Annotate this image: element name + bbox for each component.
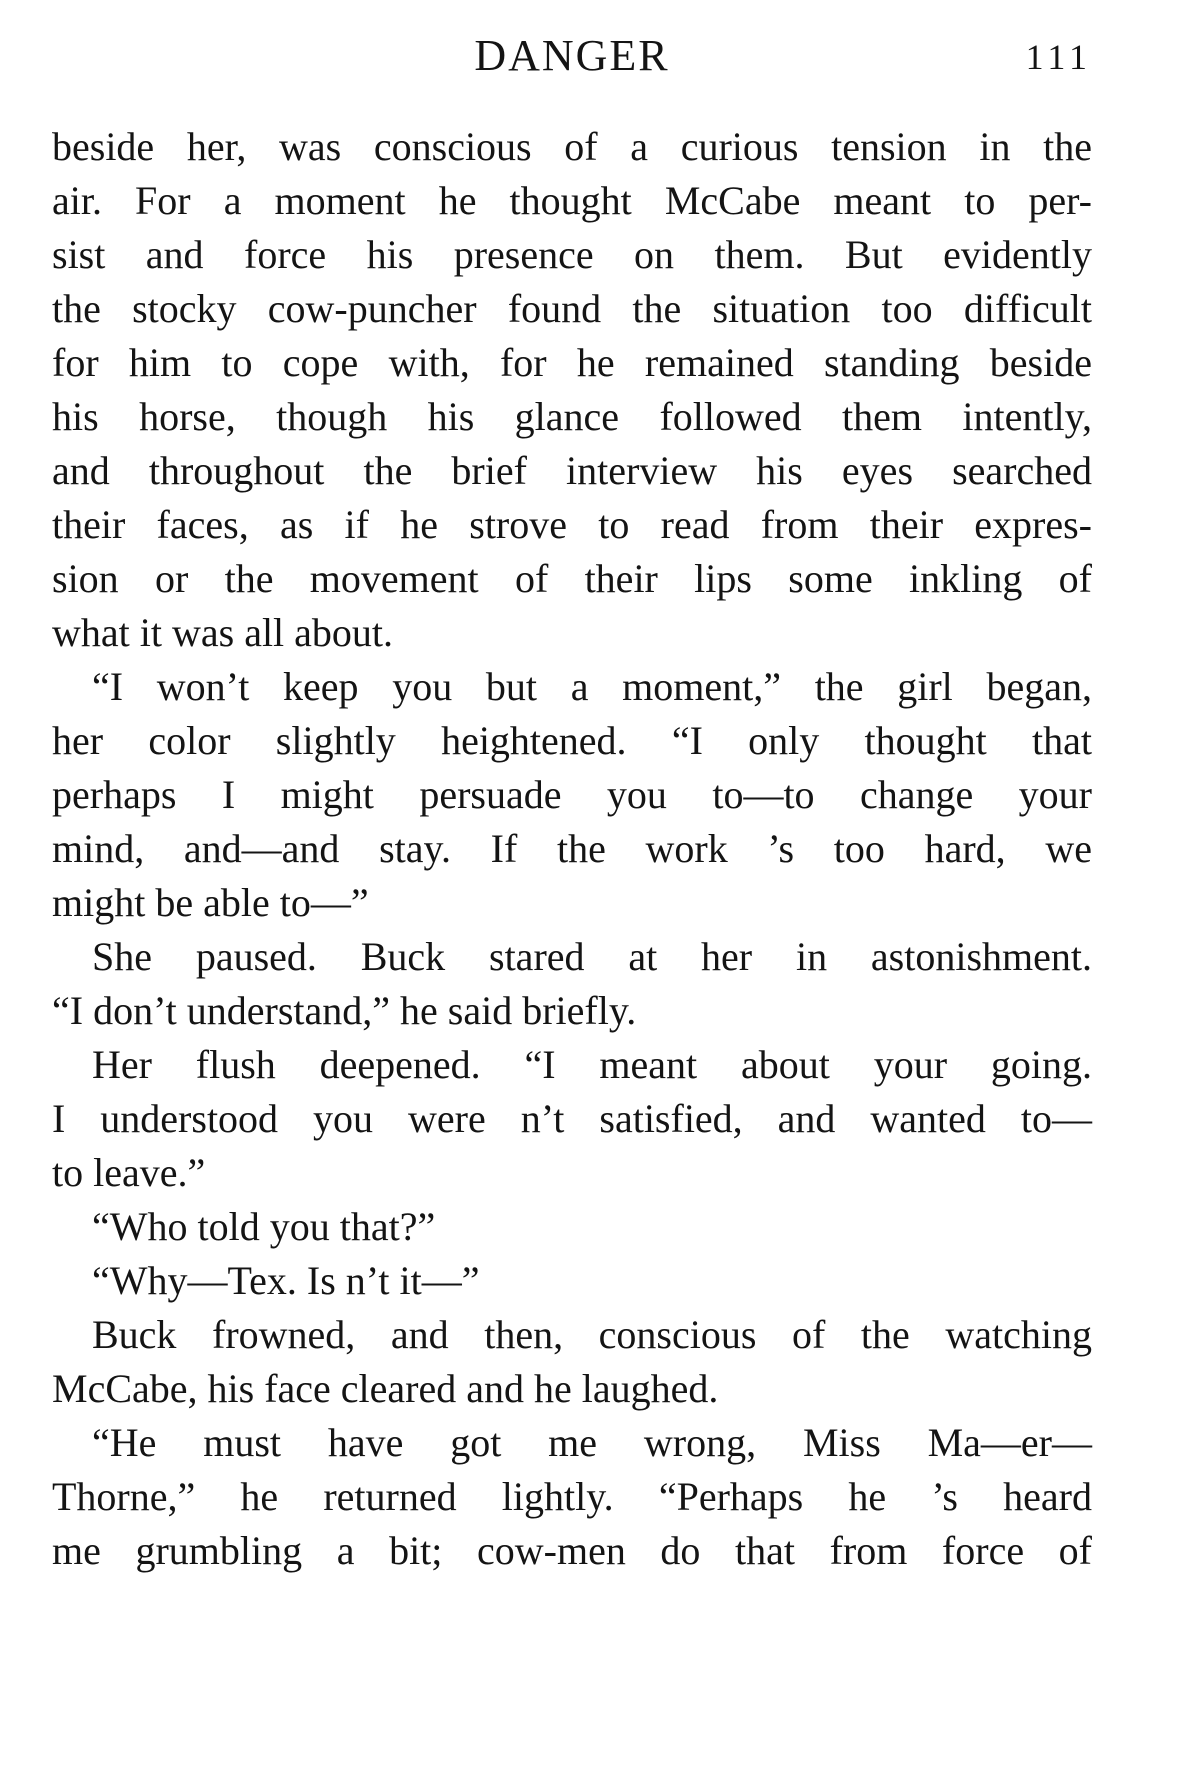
text-line: I understood you were n’t satisfied, and wanted to—: [52, 1096, 1092, 1141]
text-line: mind, and—and stay. If the work ’s too hard, we: [52, 826, 1092, 871]
text-line: the stocky cow-puncher found the situation too difficult: [52, 286, 1092, 331]
running-head: [52, 30, 1092, 90]
text-line: his horse, though his glance followed them intently,: [52, 394, 1092, 439]
text-line: “Who told you that?”: [92, 1204, 436, 1249]
text-line: perhaps I might persuade you to—to change your: [52, 772, 1092, 817]
text-line: air. For a moment he thought McCabe meant to per-: [52, 178, 1092, 223]
page-number: 111: [1025, 37, 1092, 77]
text-line: “He must have got me wrong, Miss Ma—er—: [92, 1420, 1092, 1465]
text-line: Her flush deepened. “I meant about your going.: [92, 1042, 1092, 1087]
body-text: [52, 120, 1092, 1578]
text-line: beside her, was conscious of a curious tension in the: [52, 124, 1092, 169]
text-line: “I don’t understand,” he said briefly.: [52, 988, 637, 1033]
text-line: McCabe, his face cleared and he laughed.: [52, 1366, 719, 1411]
text-line: Buck frowned, and then, conscious of the watching: [92, 1312, 1092, 1357]
text-line: and throughout the brief interview his eyes searched: [52, 448, 1092, 493]
text-line: to leave.”: [52, 1150, 206, 1195]
text-line: “Why—Tex. Is n’t it—”: [92, 1258, 480, 1303]
text-line: “I won’t keep you but a moment,” the girl began,: [92, 664, 1092, 709]
text-line: She paused. Buck stared at her in astonishment.: [92, 934, 1092, 979]
text-line: her color slightly heightened. “I only thought that: [52, 718, 1092, 763]
text-line: for him to cope with, for he remained standing beside: [52, 340, 1092, 385]
text-line: me grumbling a bit; cow-men do that from force of: [52, 1528, 1092, 1573]
text-line: sion or the movement of their lips some inkling of: [52, 556, 1092, 601]
text-line: Thorne,” he returned lightly. “Perhaps he ’s heard: [52, 1474, 1092, 1519]
chapter-title: DANGER: [474, 31, 670, 80]
text-line: their faces, as if he strove to read from their expres-: [52, 502, 1092, 547]
text-line: sist and force his presence on them. But evidently: [52, 232, 1092, 277]
text-line: might be able to—”: [52, 880, 369, 925]
text-line: what it was all about.: [52, 610, 394, 655]
